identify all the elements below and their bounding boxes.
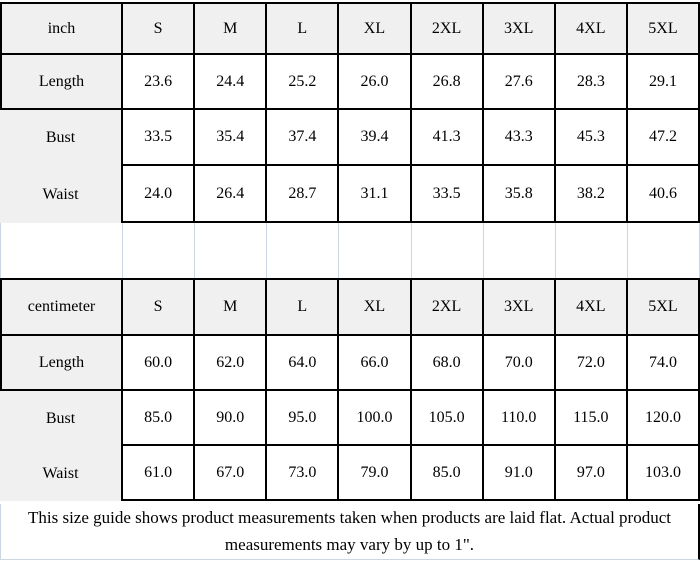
- value-cell: 61.0: [123, 446, 195, 501]
- header-row: [0, 2, 700, 55]
- value-cell: 110.0: [484, 391, 556, 446]
- value-cell: 43.3: [484, 110, 556, 166]
- value-cell: 25.2: [267, 55, 339, 110]
- gridline-cell: [123, 223, 195, 278]
- value-cell: 68.0: [412, 336, 484, 391]
- gridline-cell: [0, 223, 123, 278]
- row-label-cell: Bust: [0, 110, 123, 166]
- value-cell: 28.7: [267, 166, 339, 223]
- table-row: [0, 110, 700, 166]
- value-cell: 24.0: [123, 166, 195, 223]
- value-cell: 105.0: [412, 391, 484, 446]
- value-cell: 40.6: [628, 166, 700, 223]
- value-cell: 27.6: [484, 55, 556, 110]
- gridline-cell: [412, 223, 484, 278]
- row-label-cell: Length: [0, 55, 123, 110]
- table-row: [0, 55, 700, 110]
- inch-size-table: [0, 2, 700, 223]
- size-header-cell: S: [123, 278, 195, 336]
- gridline-cell: [628, 223, 700, 278]
- value-cell: 26.0: [339, 55, 411, 110]
- value-cell: 26.4: [195, 166, 267, 223]
- value-cell: 120.0: [628, 391, 700, 446]
- value-cell: 26.8: [412, 55, 484, 110]
- value-cell: 85.0: [123, 391, 195, 446]
- value-cell: 67.0: [195, 446, 267, 501]
- value-cell: 66.0: [339, 336, 411, 391]
- table-row: [0, 166, 700, 223]
- value-cell: 47.2: [628, 110, 700, 166]
- header-row: [0, 278, 700, 336]
- footer-note-text: This size guide shows product measurements taken when products are laid flat. Actual product measurements may vary by up to 1".: [28, 508, 671, 554]
- value-cell: 35.8: [484, 166, 556, 223]
- size-header-cell: L: [267, 2, 339, 55]
- value-cell: 41.3: [412, 110, 484, 166]
- table-row: [0, 336, 700, 391]
- value-cell: 103.0: [628, 446, 700, 501]
- value-cell: 74.0: [628, 336, 700, 391]
- value-cell: 45.3: [556, 110, 628, 166]
- size-header-cell: 5XL: [628, 278, 700, 336]
- value-cell: 33.5: [123, 110, 195, 166]
- value-cell: 62.0: [195, 336, 267, 391]
- value-cell: 64.0: [267, 336, 339, 391]
- value-cell: 35.4: [195, 110, 267, 166]
- unit-header-cell: centimeter: [0, 278, 123, 336]
- spreadsheet-empty-row: [0, 223, 700, 278]
- size-header-cell: L: [267, 278, 339, 336]
- gridline-cell: [267, 223, 339, 278]
- size-header-cell: 2XL: [412, 278, 484, 336]
- size-header-cell: M: [195, 278, 267, 336]
- unit-header-cell: inch: [0, 2, 123, 55]
- value-cell: 91.0: [484, 446, 556, 501]
- value-cell: 29.1: [628, 55, 700, 110]
- value-cell: 100.0: [339, 391, 411, 446]
- size-header-cell: 3XL: [484, 2, 556, 55]
- gridline-cell: [339, 223, 411, 278]
- size-header-cell: XL: [339, 278, 411, 336]
- footer-note: [0, 504, 700, 560]
- size-header-cell: 3XL: [484, 278, 556, 336]
- gridline-cell: [556, 223, 628, 278]
- size-header-cell: 5XL: [628, 2, 700, 55]
- size-header-cell: 4XL: [556, 2, 628, 55]
- row-label-cell: Length: [0, 336, 123, 391]
- value-cell: 70.0: [484, 336, 556, 391]
- size-header-cell: 2XL: [412, 2, 484, 55]
- value-cell: 33.5: [412, 166, 484, 223]
- row-label-cell: Waist: [0, 446, 123, 501]
- size-header-cell: M: [195, 2, 267, 55]
- size-header-cell: XL: [339, 2, 411, 55]
- value-cell: 28.3: [556, 55, 628, 110]
- gridline-cell: [484, 223, 556, 278]
- table-row: [0, 446, 700, 501]
- value-cell: 73.0: [267, 446, 339, 501]
- value-cell: 115.0: [556, 391, 628, 446]
- size-header-cell: S: [123, 2, 195, 55]
- size-header-cell: 4XL: [556, 278, 628, 336]
- value-cell: 72.0: [556, 336, 628, 391]
- row-label-cell: Waist: [0, 166, 123, 223]
- centimeter-size-table: [0, 278, 700, 501]
- value-cell: 60.0: [123, 336, 195, 391]
- value-cell: 39.4: [339, 110, 411, 166]
- value-cell: 95.0: [267, 391, 339, 446]
- value-cell: 24.4: [195, 55, 267, 110]
- row-label-cell: Bust: [0, 391, 123, 446]
- value-cell: 85.0: [412, 446, 484, 501]
- table-row: [0, 391, 700, 446]
- value-cell: 79.0: [339, 446, 411, 501]
- value-cell: 37.4: [267, 110, 339, 166]
- gridline-cell: [195, 223, 267, 278]
- value-cell: 23.6: [123, 55, 195, 110]
- value-cell: 31.1: [339, 166, 411, 223]
- value-cell: 38.2: [556, 166, 628, 223]
- value-cell: 97.0: [556, 446, 628, 501]
- value-cell: 90.0: [195, 391, 267, 446]
